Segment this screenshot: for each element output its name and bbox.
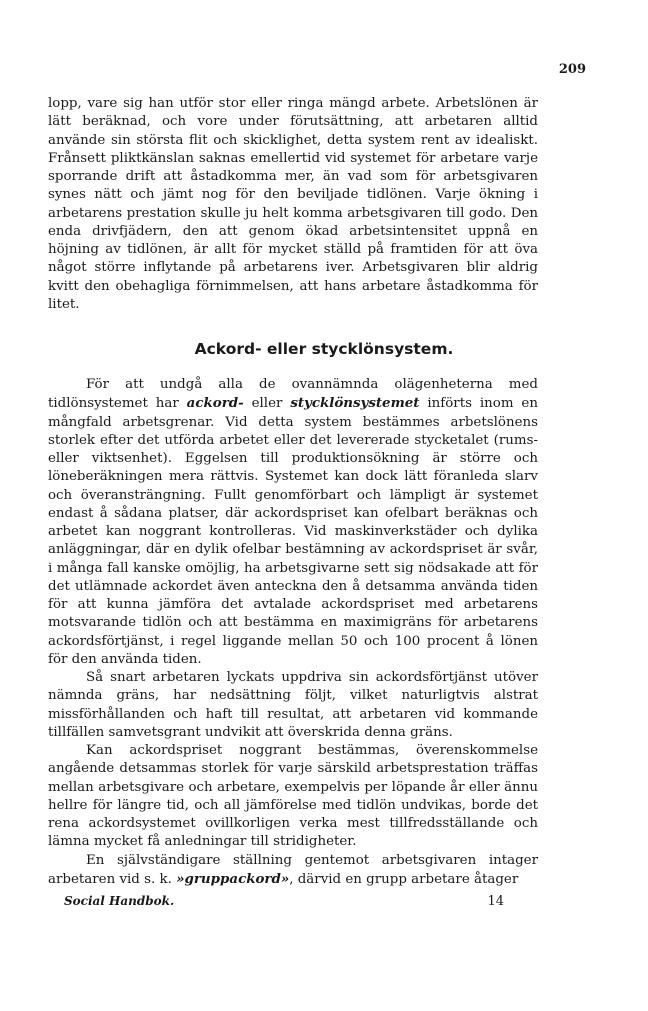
- paragraph-4-start: En självständigare ställning gentemot arbetsgivaren intager arbetaren vid s. k.: [48, 852, 538, 887]
- term-gruppackord: »gruppackord»: [176, 870, 290, 887]
- footer-signature-mark: 14: [487, 894, 504, 909]
- page-footer: [64, 894, 504, 908]
- paragraph-1: [48, 376, 538, 669]
- term-stycklonsystemet: stycklönsystemet: [290, 395, 420, 412]
- section-heading: Ackord- eller stycklönsystem.: [194, 340, 454, 358]
- footer-source: Social Handbok.: [64, 894, 175, 908]
- section-body: [48, 376, 538, 889]
- paragraph-1-start: För att undgå alla de ovannämnda olägenheterna med tidlönsystemet har: [48, 377, 538, 412]
- intro-paragraph-block: [48, 95, 538, 314]
- page-number: 209: [558, 62, 586, 77]
- paragraph-4-rest: , därvid en grupp arbetare åtager: [289, 871, 519, 887]
- intro-paragraph: lopp, vare sig han utför stor eller ringa mängd arbete. Arbetslönen är lätt beräknad, och vore under förutsättning, att arbetaren alltid använde sin största flit och skicklighet, detta system rent av idealiskt. Frånsett pliktkänslan saknas emellertid vid systemet för arbetare varje sporrande drift att åstadkomma mer, än vad som för arbetsgivaren synes nätt och jämt nog för den beviljade tidlönen. Varje ökning i arbetarens prestation skulle ju helt komma arbetsgivaren till godo. Den enda drivfjädern, den att genom ökad arbetsintensitet uppnå en höjning av tidlönen, är allt för mycket ställd på framtiden för att öva något större inflytande på arbetarens iver. Arbetsgivaren blir aldrig kvitt den obehagliga förnimmelsen, att hans arbetare åstadkomma för litet.: [48, 96, 538, 312]
- paragraph-1-rest: införts inom en mångfald arbetsgrenar. Vid detta system bestämmes arbetslönens storlek efter det utförda arbetet eller det levererade stycketalet (rums- eller viktsenhet). Eggelsen till produktionsökning är större och löneberäkningen mera rättvis. Systemet kan dock lätt föranleda slarv och överansträngning. Fullt genomförbart och lämpligt är systemet endast å sådana platser, där ackordspriset kan ofelbart beräknas och arbetet kan noggrant kontrolleras. Vid maskinverkstäder och dylika anläggningar, där en dylik ofelbar bestämning av ackordspriset är svår, i många fall kanske omöjlig, ha arbetsgivarne sett sig nödsakade att för det utlämnade ackordet även anteckna den å detsamma använda tiden för att kunna jämföra det avtalade ackordspriset med arbetarens motsvarande tidlön och att bestämma en maximigräns för arbetarens ackordsförtjänst, i regel liggande mellan 50 och 100 procent å lönen för den använda tiden.: [48, 396, 538, 667]
- paragraph-1-middle: eller: [243, 396, 291, 412]
- paragraph-3: Kan ackordspriset noggrant bestämmas, överenskommelse angående detsammas storlek för varje särskild arbetsprestation träffas mellan arbetsgivare och arbetare, exempelvis per löpande år eller ännu hellre för längre tid, och all jämförelse med tidlön undvikas, borde det rena ackordsystemet ovillkorligen verka mest tillfredsställande och lämna mycket få anledningar till stridigheter.: [48, 743, 538, 850]
- term-ackord: ackord-: [186, 395, 244, 412]
- paragraph-2: Så snart arbetaren lyckats uppdriva sin ackordsförtjänst utöver nämnda gräns, har nedsättning följt, vilket naturligtvis alstrat missförhållanden och haft till resultat, att arbetaren vid kommande tillfällen samvetsgrant undvikit att överskrida denna gräns.: [48, 670, 538, 740]
- paragraph-4: [48, 852, 538, 890]
